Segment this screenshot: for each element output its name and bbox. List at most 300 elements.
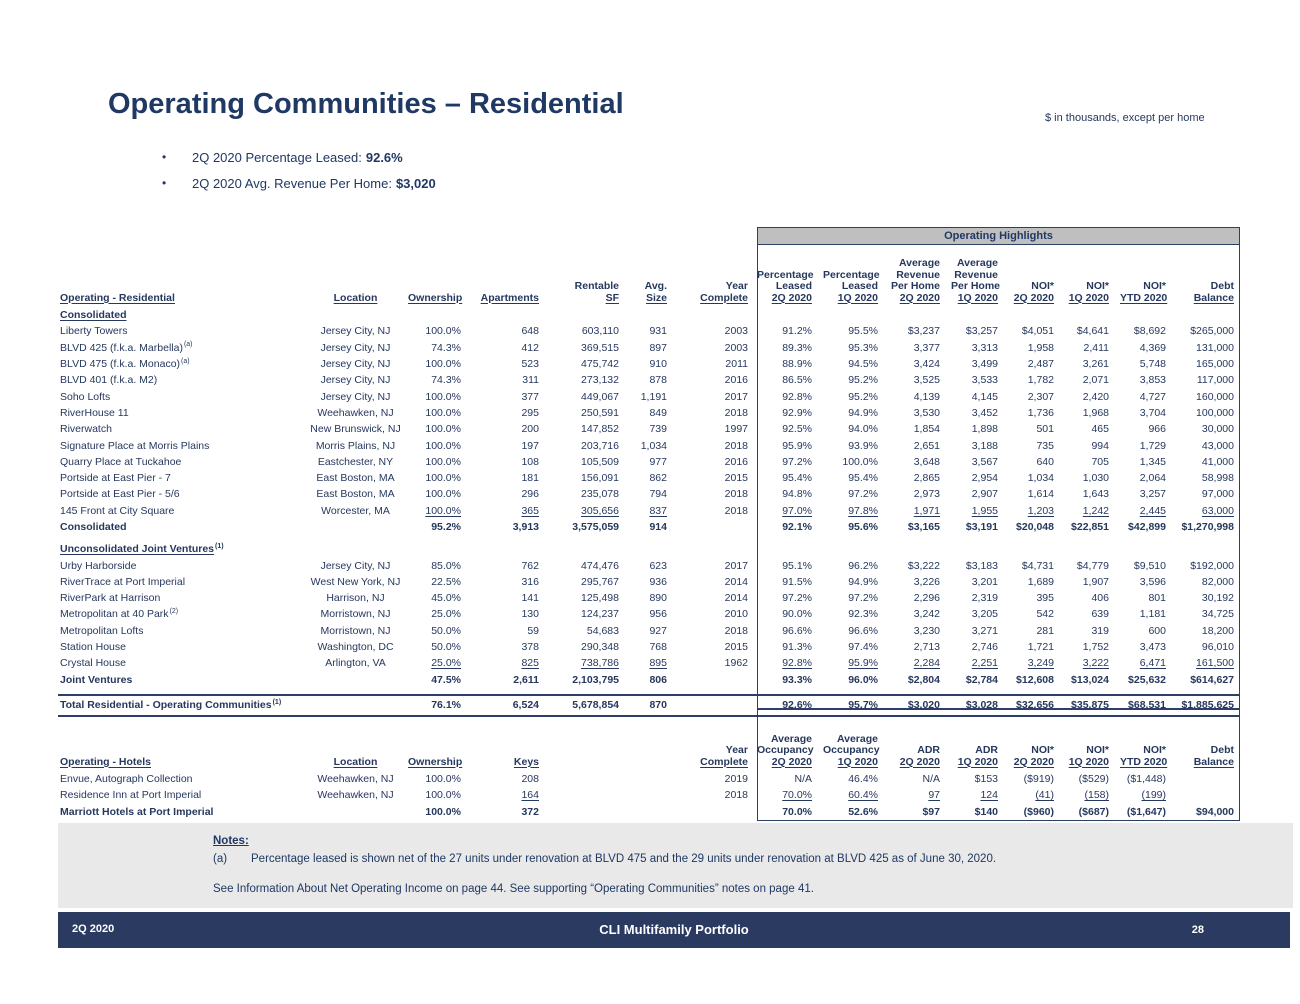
data-cell: 45.0% [431,592,461,605]
note-a [213,853,996,865]
data-cell: 147,852 [581,423,619,436]
data-cell: New Brunswick, NJ [310,423,401,436]
data-cell: $1,885,625 [1177,695,1240,716]
data-cell: Washington, DC [317,641,394,654]
data-cell: 2,907 [971,488,998,501]
property-name: RiverPark at Harrison [60,592,161,605]
data-cell: 3,704 [1139,406,1166,419]
column-header: NOI* 2Q 2020 [1013,744,1054,768]
data-cell: 3,230 [913,624,940,637]
column-header: Apartments [480,291,539,304]
data-cell: 956 [649,608,667,621]
property-name: Quarry Place at Tuckahoe [60,455,182,468]
data-cell: 2,954 [971,472,998,485]
data-cell: 3,533 [971,374,998,387]
data-cell [303,672,408,688]
data-cell: 465 [1091,423,1109,436]
data-cell: 25.0% [431,657,461,670]
data-cell [628,804,676,820]
table-row [58,787,1240,803]
data-cell: 160,000 [1196,390,1234,403]
data-cell: 1,907 [1082,575,1109,588]
note-a-tag: (a) [213,853,228,865]
data-cell: 890 [649,592,667,605]
data-cell: $2,804 [907,673,940,686]
data-cell: Jersey City, NJ [320,325,391,338]
data-cell [676,307,757,323]
data-cell [1065,541,1120,557]
data-cell: 474,476 [581,559,619,572]
column-header: Debt Balance [1193,280,1234,304]
data-cell: 100.0% [425,390,461,403]
data-cell [303,307,408,323]
data-cell: 1,614 [1027,488,1054,501]
data-cell: 895 [649,657,667,670]
table-row [58,340,1240,356]
data-cell: 3,205 [971,608,998,621]
data-cell: 95.6% [848,521,878,533]
data-cell: 59 [527,624,539,637]
property-name: Marriott Hotels at Port Imperial [60,805,214,818]
column-header: Rentable SF [574,280,619,304]
data-cell [676,804,757,820]
footnote-marker: (1) [272,698,282,706]
data-cell: 2015 [724,472,748,485]
data-cell: 91.5% [782,575,812,588]
data-cell: Weehawken, NJ [317,773,394,786]
data-cell: 377 [521,390,539,403]
data-cell: Jersey City, NJ [320,341,391,354]
data-cell: 412 [521,341,539,354]
data-cell: 91.3% [782,641,812,654]
data-cell: 91.2% [782,325,812,338]
data-cell: 762 [521,559,539,572]
property-name: 145 Front at City Square [60,504,175,517]
data-cell: 97 [928,789,940,802]
table-row [58,470,1240,486]
data-cell: 100.0% [425,358,461,371]
column-header: NOI* 1Q 2020 [1068,744,1109,768]
column-header: Average Occupancy 2Q 2020 [757,732,814,768]
footnote-marker: (1) [215,542,224,550]
property-name: RiverHouse 11 [60,406,129,419]
data-cell: 290,348 [581,641,619,654]
data-cell: 95.2% [848,374,878,387]
data-cell [823,541,889,557]
data-cell: 523 [521,358,539,371]
data-cell: 203,716 [581,439,619,452]
data-cell: ($529) [1078,773,1109,786]
data-cell: N/A [922,773,940,786]
table-row [58,590,1240,606]
data-cell: 97,000 [1201,488,1234,501]
column-header: Location [333,755,378,768]
data-cell: 2003 [724,341,748,354]
data-cell: 250,591 [581,406,619,419]
data-cell: 2,746 [971,641,998,654]
data-cell: 2,284 [913,657,940,670]
data-cell: 125,498 [581,592,619,605]
data-cell: 58,998 [1201,472,1234,485]
data-cell: 2,307 [1027,390,1054,403]
data-cell: 50.0% [431,641,461,654]
data-cell: 6,524 [470,695,548,716]
data-cell: 2,251 [971,657,998,670]
data-cell: 1,034 [640,439,667,452]
data-cell [628,787,676,803]
property-name: BLVD 401 (f.k.a. M2) [60,374,158,387]
data-cell: 88.9% [782,358,812,371]
data-cell: 316 [521,575,539,588]
data-cell: 100.0% [425,773,461,786]
data-cell [548,771,628,787]
property-name: BLVD 425 (f.k.a. Marbella)$^{(a)}$ [60,341,193,354]
data-cell: $20,048 [1016,521,1054,533]
data-cell: Weehawken, NJ [317,406,394,419]
data-cell: 2,411 [1083,341,1109,354]
data-cell: 60.4% [848,789,878,802]
data-cell: (158) [1084,789,1109,802]
data-cell: 2011 [725,358,748,371]
data-cell: 2,973 [913,488,940,501]
data-cell: 131,000 [1196,341,1234,354]
data-cell: 96.2% [848,559,878,572]
data-cell: ($960) [1023,805,1054,818]
data-cell: 600 [1148,624,1166,637]
bullet-percentage-leased [162,150,436,165]
data-cell: 1,752 [1082,641,1109,654]
data-cell: 1,643 [1082,488,1109,501]
data-cell: $4,779 [1076,559,1109,572]
column-header: Operating - Residential [60,291,175,304]
footer-title: CLI Multifamily Portfolio [599,922,749,937]
data-cell: 82,000 [1201,575,1234,588]
data-cell: 2,103,795 [572,673,619,686]
data-cell: 2,651 [913,439,940,452]
data-cell: 640 [1036,455,1054,468]
data-cell: Jersey City, NJ [320,559,391,572]
notes-section [58,823,1293,908]
data-cell: 281 [1036,624,1054,637]
table-row [58,486,1240,502]
data-cell: 1,191 [640,390,667,403]
data-cell: 100.0% [425,406,461,419]
data-cell: 3,257 [1139,488,1166,501]
data-cell: Morristown, NJ [320,624,391,637]
data-cell: 5,748 [1139,358,1166,371]
footnote-marker: (2) [169,607,179,615]
data-cell: 3,596 [1139,575,1166,588]
data-cell: 2,296 [913,592,940,605]
data-cell: 117,000 [1196,374,1234,387]
data-cell: 90.0% [782,608,812,621]
column-header [548,709,628,771]
data-cell [548,804,628,820]
data-cell: 4,727 [1139,390,1166,403]
column-header: Location [333,291,378,304]
table-row [58,405,1240,421]
data-cell: 378 [521,641,539,654]
data-cell: 365 [521,504,539,517]
property-name: Riverwatch [60,423,112,436]
table-row [58,672,1240,688]
data-cell: Eastchester, NY [317,455,394,468]
data-cell: 2,319 [971,592,998,605]
data-cell: 97.2% [848,488,878,501]
footer-bar [58,912,1290,948]
data-cell: 3,853 [1139,374,1166,387]
data-cell: 305,656 [581,504,619,517]
property-name: Liberty Towers [60,325,128,338]
column-header: Ownership [408,755,463,768]
data-cell: (41) [1035,789,1054,802]
data-cell: 105,509 [581,455,619,468]
data-cell: 2018 [724,624,748,637]
data-cell: 156,091 [581,472,619,485]
data-cell: $614,627 [1190,673,1234,686]
data-cell: $13,024 [1071,673,1109,686]
data-cell: 1,689 [1027,575,1054,588]
data-cell: ($687) [1078,805,1109,818]
data-cell: 2,420 [1082,390,1109,403]
property-name: RiverTrace at Port Imperial [60,575,186,588]
data-cell: 3,271 [971,624,998,637]
data-cell: 100.0% [425,472,461,485]
data-cell: 100.0% [425,455,461,468]
data-cell: 837 [649,504,667,517]
footnote-marker: (a) [183,341,193,349]
data-cell: 1,854 [913,423,940,436]
data-cell: $12,608 [1016,673,1054,686]
data-cell: 1,971 [913,504,940,517]
data-cell: 849 [649,406,667,419]
data-cell: 25.0% [431,608,461,621]
data-cell: Jersey City, NJ [320,374,391,387]
data-cell: 100,000 [1196,406,1234,419]
data-cell: 2,445 [1139,504,1166,517]
data-cell: East Boston, MA [316,488,395,501]
column-header: Avg. Size [644,280,667,304]
data-cell: 96,010 [1201,641,1234,654]
column-header: Average Occupancy 1Q 2020 [823,732,880,768]
data-cell: 878 [649,374,667,387]
data-cell: 94.9% [848,406,878,419]
table-row [58,388,1240,404]
spacer-cell [58,688,1240,695]
data-cell [303,804,408,820]
data-cell: 97.8% [848,504,878,517]
column-header: Keys [513,755,539,768]
data-cell: 897 [649,341,667,354]
data-cell: 100.0% [425,423,461,436]
data-cell: 141 [521,592,539,605]
data-cell: 2018 [724,789,748,802]
data-cell: 735 [1036,439,1054,452]
data-cell: 41,000 [1201,455,1234,468]
data-cell [889,541,951,557]
data-cell: $3,028 [951,695,1009,716]
data-cell: 369,515 [581,341,619,354]
data-cell: 936 [649,575,667,588]
column-header: Percentage Leased 2Q 2020 [757,268,814,304]
data-cell: 1,955 [971,504,998,517]
data-cell: $265,000 [1190,325,1234,338]
data-cell: $153 [974,773,998,786]
data-cell: 100.0% [425,439,461,452]
data-cell: 63,000 [1201,504,1234,517]
data-cell: 97.0% [782,504,812,517]
data-cell: 94.8% [782,488,812,501]
hotels-table [58,709,1240,820]
data-cell: 2014 [724,592,748,605]
data-cell: 475,742 [581,358,619,371]
property-name: Station House [60,641,126,654]
data-cell [757,541,823,557]
data-cell: 295,767 [581,575,619,588]
data-cell: 94.0% [848,423,878,436]
data-cell: 319 [1091,624,1109,637]
data-cell: 95.2% [848,390,878,403]
data-cell: 914 [649,521,667,533]
table-row [58,574,1240,590]
data-cell: 85.0% [431,559,461,572]
data-cell: 3,222 [1082,657,1109,670]
data-cell: $94,000 [1196,805,1234,818]
data-cell: 181 [521,472,539,485]
data-cell: 2,487 [1027,358,1054,371]
data-cell: 2015 [724,641,748,654]
bullet-avg-revenue [162,176,436,191]
data-cell: 1,958 [1027,341,1054,354]
column-header: Average Revenue Per Home 1Q 2020 [951,257,1001,304]
data-cell: 3,249 [1027,657,1054,670]
data-cell [1065,307,1120,323]
data-cell [1120,307,1177,323]
section-heading: Unconsolidated Joint Ventures$^{(1)}$ [60,542,224,556]
data-cell: 124 [980,789,998,802]
data-cell: 931 [649,325,667,338]
data-cell: $4,731 [1021,559,1054,572]
data-cell: 92.6% [757,695,823,716]
table-row [58,655,1240,671]
data-cell [1177,541,1240,557]
data-cell: 2,611 [513,673,539,686]
data-cell: $97 [922,805,940,818]
data-cell: $3,165 [907,521,940,533]
data-cell: 296 [521,488,539,501]
data-cell: 2,071 [1082,374,1109,387]
footnote-marker: (a) [181,357,190,365]
data-cell: 2019 [724,773,748,786]
data-cell: 130 [521,608,539,621]
table-row [58,804,1240,820]
data-cell: 95.4% [848,472,878,485]
table-row [58,372,1240,388]
data-cell: $1,270,998 [1181,521,1234,533]
data-cell: $9,510 [1133,559,1166,572]
data-cell: 862 [649,472,667,485]
data-cell: 1,345 [1139,455,1166,468]
data-cell: Worcester, MA [321,504,390,517]
data-cell: 768 [649,641,667,654]
property-name: Metropolitan Lofts [60,624,144,637]
data-cell: 3,377 [913,341,940,354]
data-cell: 639 [1091,608,1109,621]
data-cell [628,541,676,557]
data-cell: 100.0% [425,805,461,818]
data-cell: 3,913 [512,521,539,533]
data-cell: 1,782 [1027,374,1054,387]
column-header: NOI* 1Q 2020 [1068,280,1109,304]
data-cell: 2017 [724,390,748,403]
data-cell [548,307,628,323]
data-cell: 1,968 [1082,406,1109,419]
data-cell: 124,237 [581,608,619,621]
data-cell [889,307,951,323]
data-cell: $35,875 [1065,695,1120,716]
column-header: Ownership [408,291,463,304]
data-cell: 2,713 [913,641,940,654]
property-name: Metropolitan at 40 Park$^{(2)}$ [60,607,179,621]
data-cell: 96.6% [782,624,812,637]
property-name: Portside at East Pier - 5/6 [60,488,180,501]
data-cell: Harrison, NJ [326,592,385,605]
data-cell: ($1,647) [1126,805,1166,818]
data-cell: 95.3% [848,341,878,354]
data-cell: Morristown, NJ [320,608,391,621]
data-cell: 47.5% [431,673,461,686]
data-cell: $2,784 [965,673,998,686]
data-cell: 648 [521,325,539,338]
data-cell: Jersey City, NJ [320,390,391,403]
data-cell: 3,567 [971,455,998,468]
data-cell [470,307,548,323]
data-cell: Weehawken, NJ [317,789,394,802]
property-name: Soho Lofts [60,390,111,403]
data-cell: 97.4% [848,641,878,654]
data-cell: 1,203 [1027,504,1054,517]
property-name: Residence Inn at Port Imperial [60,789,202,802]
table-row [58,323,1240,339]
data-cell: 2,865 [913,472,940,485]
column-header: NOI* YTD 2020 [1120,280,1168,304]
notes-title: Notes: [213,835,249,847]
data-cell: 3,313 [971,341,998,354]
data-cell: 95.1% [782,559,812,572]
data-cell: 100.0% [425,789,461,802]
data-cell [628,307,676,323]
data-cell: ($1,448) [1126,773,1166,786]
data-cell [676,519,757,535]
data-cell [470,541,548,557]
data-cell: 3,226 [913,575,940,588]
data-cell: $3,020 [889,695,951,716]
data-cell: $8,692 [1133,325,1166,338]
units-note: $ in thousands, except per home [1045,112,1205,124]
column-header: NOI* YTD 2020 [1120,744,1168,768]
data-cell: 208 [521,773,539,786]
spacer-row [58,688,1240,695]
data-cell: 95.7% [823,695,889,716]
data-cell: 50.0% [431,624,461,637]
data-cell: 96.0% [848,673,878,686]
data-cell: 76.1% [408,695,470,716]
data-cell: 449,067 [581,390,619,403]
data-cell: 97.2% [782,592,812,605]
data-cell: 18,200 [1201,624,1234,637]
data-cell: 825 [521,657,539,670]
data-cell: 2014 [724,575,748,588]
